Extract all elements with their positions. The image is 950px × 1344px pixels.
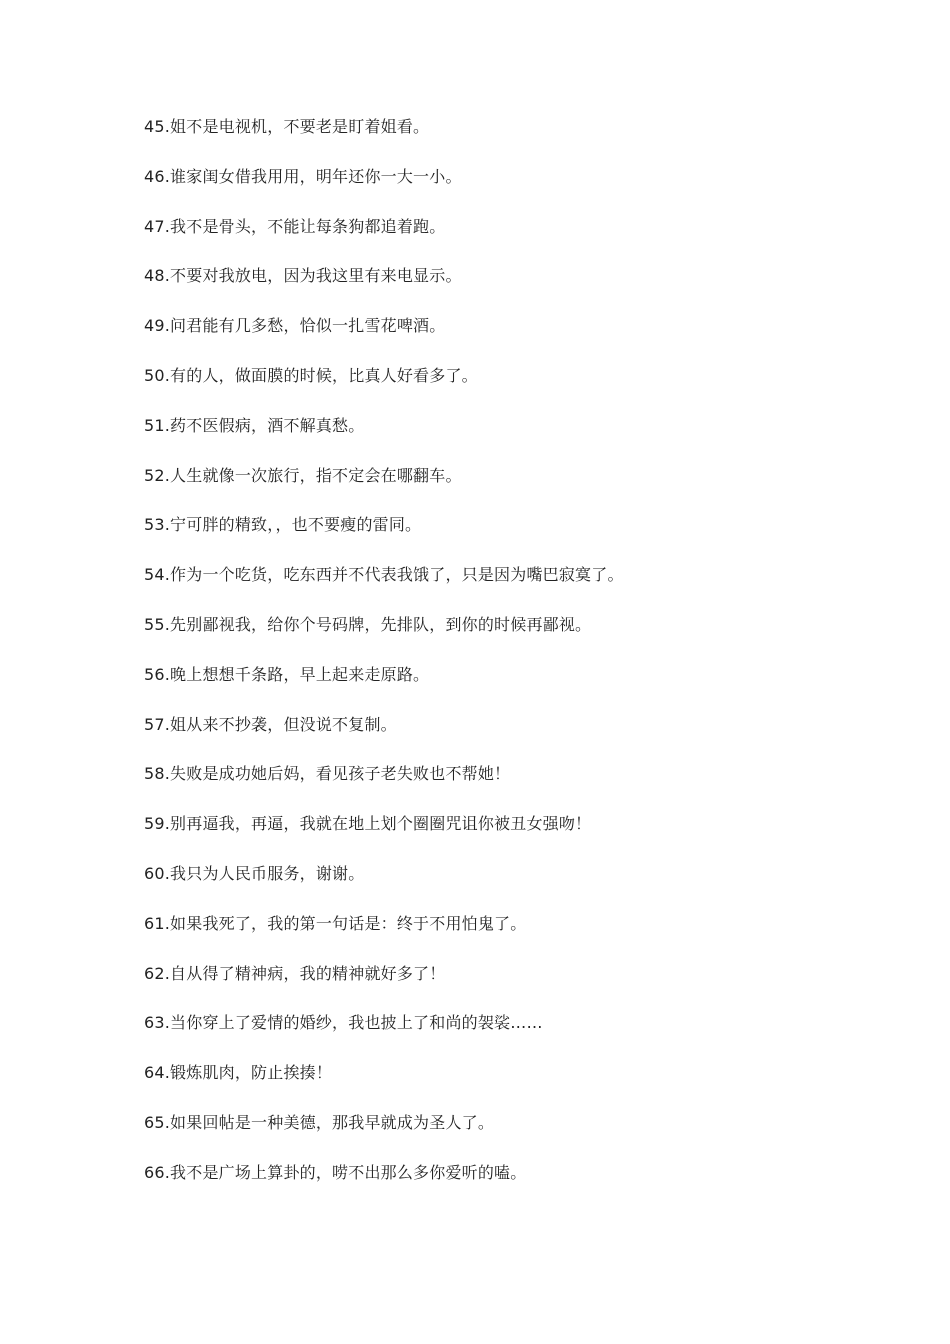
list-item: 59.别再逼我，再逼，我就在地上划个圈圈咒诅你被丑女强吻！	[144, 814, 592, 834]
list-item: 48.不要对我放电，因为我这里有来电显示。	[144, 266, 462, 286]
list-item: 52.人生就像一次旅行，指不定会在哪翻车。	[144, 465, 462, 485]
list-item: 61.如果我死了，我的第一句话是：终于不用怕鬼了。	[144, 913, 527, 933]
list-item: 62.自从得了精神病，我的精神就好多了！	[144, 963, 446, 983]
list-item: 51.药不医假病，酒不解真愁。	[144, 415, 365, 435]
list-item: 55.先别鄙视我，给你个号码牌，先排队，到你的时候再鄙视。	[144, 614, 592, 634]
list-item: 50.有的人，做面膜的时候，比真人好看多了。	[144, 365, 478, 385]
list-item: 46.谁家闺女借我用用，明年还你一大一小。	[144, 166, 462, 186]
list-item: 53.宁可胖的精致，，也不要瘦的雷同。	[144, 515, 422, 535]
list-item: 58.失败是成功她后妈，看见孩子老失败也不帮她！	[144, 764, 511, 784]
list-item: 56.晚上想想千条路，早上起来走原路。	[144, 664, 430, 684]
list-item: 65.如果回帖是一种美德，那我早就成为圣人了。	[144, 1112, 495, 1132]
list-item: 60.我只为人民币服务，谢谢。	[144, 863, 365, 883]
list-item: 49.问君能有几多愁，恰似一扎雪花啤酒。	[144, 316, 446, 336]
list-item: 64.锻炼肌肉，防止挨揍！	[144, 1063, 333, 1083]
list-item: 63.当你穿上了爱情的婚纱，我也披上了和尚的袈裟……	[144, 1013, 543, 1033]
list-item: 57.姐从来不抄袭，但没说不复制。	[144, 714, 397, 734]
list-item: 66.我不是广场上算卦的，唠不出那么多你爱听的嗑。	[144, 1162, 527, 1182]
list-item: 45.姐不是电视机，不要老是盯着姐看。	[144, 117, 430, 136]
list-item: 47.我不是骨头，不能让每条狗都追着跑。	[144, 216, 446, 236]
list-item: 54.作为一个吃货，吃东西并不代表我饿了，只是因为嘴巴寂寞了。	[144, 565, 624, 585]
joke-list	[144, 114, 904, 1210]
